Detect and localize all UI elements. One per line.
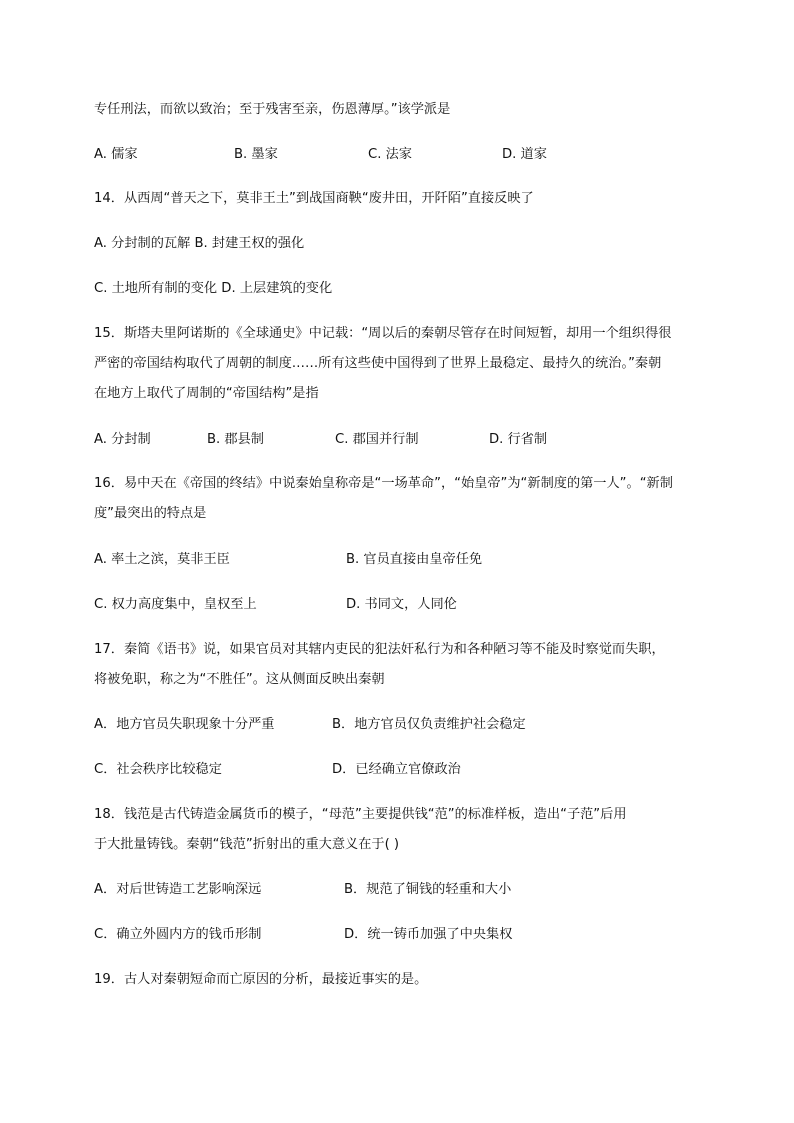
q13-option-c[interactable]: C. 法家	[368, 147, 412, 162]
q17-option-c[interactable]: C．社会秩序比较稳定	[94, 762, 222, 777]
q17-option-b[interactable]: B．地方官员仅负责维护社会稳定	[332, 717, 526, 732]
q19-stem: 19．古人对秦朝短命而亡原因的分析，最接近事实的是。	[94, 972, 428, 987]
q15-stem-line3: 在地方上取代了周制的“帝国结构”是指	[94, 386, 319, 401]
q17-option-a[interactable]: A．地方官员失职现象十分严重	[94, 717, 275, 732]
q14-options-line2[interactable]: C. 土地所有制的变化 D. 上层建筑的变化	[94, 281, 333, 296]
q15-option-a[interactable]: A. 分封制	[94, 432, 151, 447]
q15-stem-line2: 严密的帝国结构取代了周朝的制度……所有这些使中国得到了世界上最稳定、最持久的统治。”秦朝	[94, 356, 662, 371]
q16-option-b[interactable]: B. 官员直接由皇帝任免	[346, 552, 483, 567]
q14-options-line1[interactable]: A. 分封制的瓦解 B. 封建王权的强化	[94, 236, 305, 251]
q16-stem-line2: 度”最突出的特点是	[94, 506, 207, 521]
q18-stem-line1: 18．钱范是古代铸造金属货币的模子，“母范”主要提供钱“范”的标准样板，造出“子范”后用	[94, 807, 627, 822]
q15-option-d[interactable]: D. 行省制	[489, 432, 548, 447]
q16-option-a[interactable]: A. 率土之滨，莫非王臣	[94, 552, 230, 567]
q17-option-d[interactable]: D．已经确立官僚政治	[332, 762, 461, 777]
q15-stem-line1: 15．斯塔夫里阿诺斯的《全球通史》中记载：“周以后的秦朝尽管存在时间短暂，却用一个组织得很	[94, 326, 672, 341]
q15-option-b[interactable]: B. 郡县制	[207, 432, 264, 447]
q13-option-d[interactable]: D. 道家	[502, 147, 547, 162]
q17-stem-line2: 将被免职，称之为“不胜任”。这从侧面反映出秦朝	[94, 672, 385, 687]
q13-option-b[interactable]: B. 墨家	[234, 147, 278, 162]
q16-option-d[interactable]: D. 书同文，人同伦	[346, 597, 457, 612]
q18-stem-line2: 于大批量铸钱。秦朝“钱范”折射出的重大意义在于( )	[94, 837, 400, 852]
q13-stem-tail: 专任刑法，而欲以致治；至于残害至亲，伤恩薄厚。”该学派是	[94, 102, 451, 117]
q18-option-a[interactable]: A．对后世铸造工艺影响深远	[94, 882, 262, 897]
q18-option-b[interactable]: B．规范了铜钱的轻重和大小	[344, 882, 512, 897]
q18-option-c[interactable]: C．确立外圆内方的钱币形制	[94, 927, 262, 942]
q14-stem: 14．从西周“普天之下，莫非王土”到战国商鞅“废井田，开阡陌”直接反映了	[94, 191, 534, 206]
q13-option-a[interactable]: A. 儒家	[94, 147, 138, 162]
q16-option-c[interactable]: C. 权力高度集中，皇权至上	[94, 597, 257, 612]
q15-option-c[interactable]: C. 郡国并行制	[335, 432, 419, 447]
q18-option-d[interactable]: D．统一铸币加强了中央集权	[344, 927, 513, 942]
q16-stem-line1: 16．易中天在《帝国的终结》中说秦始皇称帝是“一场革命”，“始皇帝”为“新制度的第一人”。“新制	[94, 476, 673, 491]
q17-stem-line1: 17．秦简《语书》说，如果官员对其辖内吏民的犯法奸私行为和各种陋习等不能及时察觉而失职，	[94, 642, 665, 657]
